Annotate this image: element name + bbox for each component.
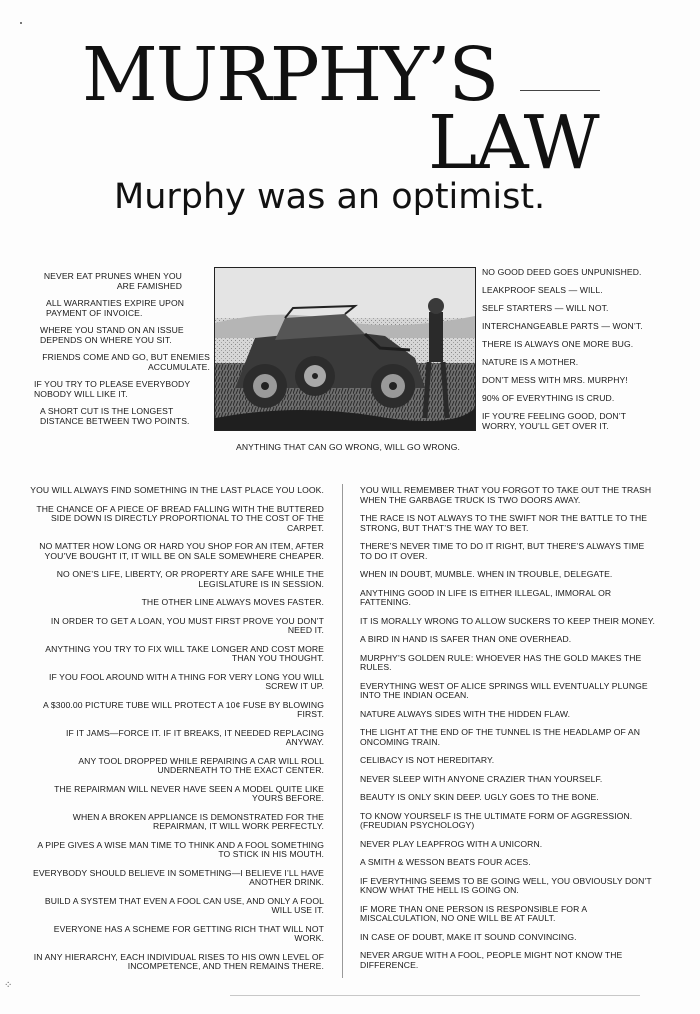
law-item: IN ANY HIERARCHY, EACH INDIVIDUAL RISES TO HIS OWN LEVEL OF INCOMPETENCE, AND THEN REMAINS THERE. bbox=[33, 951, 324, 971]
saying: 90% OF EVERYTHING IS CRUD. bbox=[482, 393, 615, 403]
law-item: THERE’S NEVER TIME TO DO IT RIGHT, BUT THERE’S ALWAYS TIME TO DO IT OVER. bbox=[360, 541, 645, 561]
law-item: THE REPAIRMAN WILL NEVER HAVE SEEN A MODEL QUITE LIKE YOURS BEFORE. bbox=[54, 783, 324, 803]
law-item: NEVER PLAY LEAPFROG WITH A UNICORN. bbox=[360, 838, 543, 849]
law-item: ANYTHING GOOD IN LIFE IS EITHER ILLEGAL, IMMORAL OR FATTENING. bbox=[360, 587, 612, 607]
law-item: MURPHY’S GOLDEN RULE: WHOEVER HAS THE GOLD MAKES THE RULES. bbox=[360, 652, 642, 672]
title-murphys: MURPHY’S bbox=[82, 32, 498, 118]
law-item: TO KNOW YOURSELF IS THE ULTIMATE FORM OF AGGRESSION. (FREUDIAN PSYCHOLOGY) bbox=[360, 810, 633, 830]
right-sayings-list bbox=[482, 268, 662, 440]
saying: A SHORT CUT IS THE LONGEST DISTANCE BETWEEN TWO POINTS. bbox=[40, 406, 190, 426]
title-rule bbox=[520, 90, 600, 91]
law-item: NO MATTER HOW LONG OR HARD YOU SHOP FOR AN ITEM, AFTER YOU’VE BOUGHT IT, IT WILL BE ON SALE SOMEWHERE CHEAPER. bbox=[39, 541, 324, 561]
saying: DON’T MESS WITH MRS. MURPHY! bbox=[482, 375, 628, 385]
saying: SELF STARTERS — WILL NOT. bbox=[482, 303, 609, 313]
law-item: YOU WILL ALWAYS FIND SOMETHING IN THE LAST PLACE YOU LOOK. bbox=[30, 485, 324, 495]
law-item: EVERYBODY SHOULD BELIEVE IN SOMETHING—I BELIEVE I’LL HAVE ANOTHER DRINK. bbox=[33, 867, 324, 887]
law-item: YOU WILL REMEMBER THAT YOU FORGOT TO TAKE OUT THE TRASH WHEN THE GARBAGE TRUCK IS TWO DOORS AWAY. bbox=[360, 485, 652, 505]
column-divider bbox=[342, 484, 343, 978]
subtitle: Murphy was an optimist. bbox=[114, 177, 546, 217]
law-item: THE OTHER LINE ALWAYS MOVES FASTER. bbox=[141, 597, 324, 607]
law-item: A SMITH & WESSON BEATS FOUR ACES. bbox=[360, 857, 531, 867]
photo-caption: ANYTHING THAT CAN GO WRONG, WILL GO WRONG. bbox=[236, 442, 460, 452]
vintage-car-illustration bbox=[215, 268, 475, 430]
bottom-rule bbox=[230, 995, 640, 996]
law-item: WHEN A BROKEN APPLIANCE IS DEMONSTRATED FOR THE REPAIRMAN, IT WILL WORK PERFECTLY. bbox=[72, 811, 324, 831]
law-item: IF EVERYTHING SEEMS TO BE GOING WELL, YOU OBVIOUSLY DON’T KNOW WHAT THE HELL IS GOING ON. bbox=[360, 875, 652, 895]
saying: NATURE IS A MOTHER. bbox=[482, 357, 579, 367]
right-column bbox=[360, 486, 656, 979]
law-item: ANYTHING YOU TRY TO FIX WILL TAKE LONGER AND COST MORE THAN YOU THOUGHT. bbox=[45, 643, 324, 663]
law-item: EVERYTHING WEST OF ALICE SPRINGS WILL EVENTUALLY PLUNGE INTO THE INDIAN OCEAN. bbox=[360, 680, 648, 700]
law-item: CELIBACY IS NOT HEREDITARY. bbox=[360, 755, 495, 765]
saying: INTERCHANGEABLE PARTS — WON’T. bbox=[482, 321, 643, 331]
law-item: IN CASE OF DOUBT, MAKE IT SOUND CONVINCING. bbox=[360, 931, 577, 942]
title-law: LAW bbox=[428, 100, 598, 186]
law-item: A $300.00 PICTURE TUBE WILL PROTECT A 10¢ FUSE BY BLOWING FIRST. bbox=[43, 699, 324, 719]
saying: IF YOU TRY TO PLEASE EVERYBODY NOBODY WILL LIKE IT. bbox=[34, 379, 191, 399]
law-item: IN ORDER TO GET A LOAN, YOU MUST FIRST PROVE YOU DON’T NEED IT. bbox=[50, 615, 324, 635]
print-speck bbox=[20, 22, 22, 24]
law-item: NEVER ARGUE WITH A FOOL, PEOPLE MIGHT NOT KNOW THE DIFFERENCE. bbox=[360, 950, 623, 970]
law-item: IF IT JAMS—FORCE IT. IF IT BREAKS, IT NEEDED REPLACING ANYWAY. bbox=[65, 727, 324, 747]
saying: WHERE YOU STAND ON AN ISSUE DEPENDS ON WHERE YOU SIT. bbox=[40, 325, 184, 345]
law-item: NO ONE’S LIFE, LIBERTY, OR PROPERTY ARE SAFE WHILE THE LEGISLATURE IS IN SESSION. bbox=[56, 569, 324, 589]
law-item: THE RACE IS NOT ALWAYS TO THE SWIFT NOR THE BATTLE TO THE STRONG, BUT THAT’S THE WAY TO BET. bbox=[360, 513, 648, 533]
law-item: IF MORE THAN ONE PERSON IS RESPONSIBLE FOR A MISCALCULATION, NO ONE WILL BE AT FAULT. bbox=[360, 903, 587, 923]
saying: ALL WARRANTIES EXPIRE UPON PAYMENT OF INVOICE. bbox=[46, 298, 185, 318]
law-item: WHEN IN DOUBT, MUMBLE. WHEN IN TROUBLE, DELEGATE. bbox=[360, 569, 613, 579]
print-mark: ⁘ bbox=[4, 980, 13, 991]
law-item: A PIPE GIVES A WISE MAN TIME TO THINK AND A FOOL SOMETHING TO STICK IN HIS MOUTH. bbox=[37, 839, 324, 859]
law-item: BEAUTY IS ONLY SKIN DEEP. UGLY GOES TO THE BONE. bbox=[360, 792, 599, 802]
left-sayings-list bbox=[34, 272, 210, 434]
vintage-car-photo bbox=[214, 267, 476, 431]
left-column bbox=[30, 486, 324, 981]
law-item: THE LIGHT AT THE END OF THE TUNNEL IS THE HEADLAMP OF AN ONCOMING TRAIN. bbox=[360, 727, 641, 747]
law-item: NATURE ALWAYS SIDES WITH THE HIDDEN FLAW. bbox=[360, 708, 571, 719]
law-item: BUILD A SYSTEM THAT EVEN A FOOL CAN USE, AND ONLY A FOOL WILL USE IT. bbox=[44, 895, 324, 915]
law-item: IT IS MORALLY WRONG TO ALLOW SUCKERS TO KEEP THEIR MONEY. bbox=[360, 615, 655, 626]
law-item: IF YOU FOOL AROUND WITH A THING FOR VERY LONG YOU WILL SCREW IT UP. bbox=[48, 671, 324, 691]
law-item: THE CHANCE OF A PIECE OF BREAD FALLING WITH THE BUTTERED SIDE DOWN IS DIRECTLY PROPORTIONAL TO THE COST OF THE CARPET. bbox=[36, 503, 324, 533]
law-item: EVERYONE HAS A SCHEME FOR GETTING RICH THAT WILL NOT WORK. bbox=[53, 923, 324, 943]
saying: IF YOU’RE FEELING GOOD, DON’T WORRY, YOU’LL GET OVER IT. bbox=[482, 411, 626, 431]
saying: NO GOOD DEED GOES UNPUNISHED. bbox=[482, 267, 642, 277]
law-item: A BIRD IN HAND IS SAFER THAN ONE OVERHEAD. bbox=[360, 634, 572, 644]
saying: FRIENDS COME AND GO, BUT ENEMIES ACCUMULATE. bbox=[42, 352, 210, 372]
law-item: NEVER SLEEP WITH ANYONE CRAZIER THAN YOURSELF. bbox=[360, 773, 603, 784]
saying: NEVER EAT PRUNES WHEN YOU ARE FAMISHED bbox=[43, 271, 182, 291]
saying: THERE IS ALWAYS ONE MORE BUG. bbox=[482, 339, 634, 349]
saying: LEAKPROOF SEALS — WILL. bbox=[482, 285, 603, 295]
law-item: ANY TOOL DROPPED WHILE REPAIRING A CAR WILL ROLL UNDERNEATH TO THE EXACT CENTER. bbox=[78, 755, 324, 775]
